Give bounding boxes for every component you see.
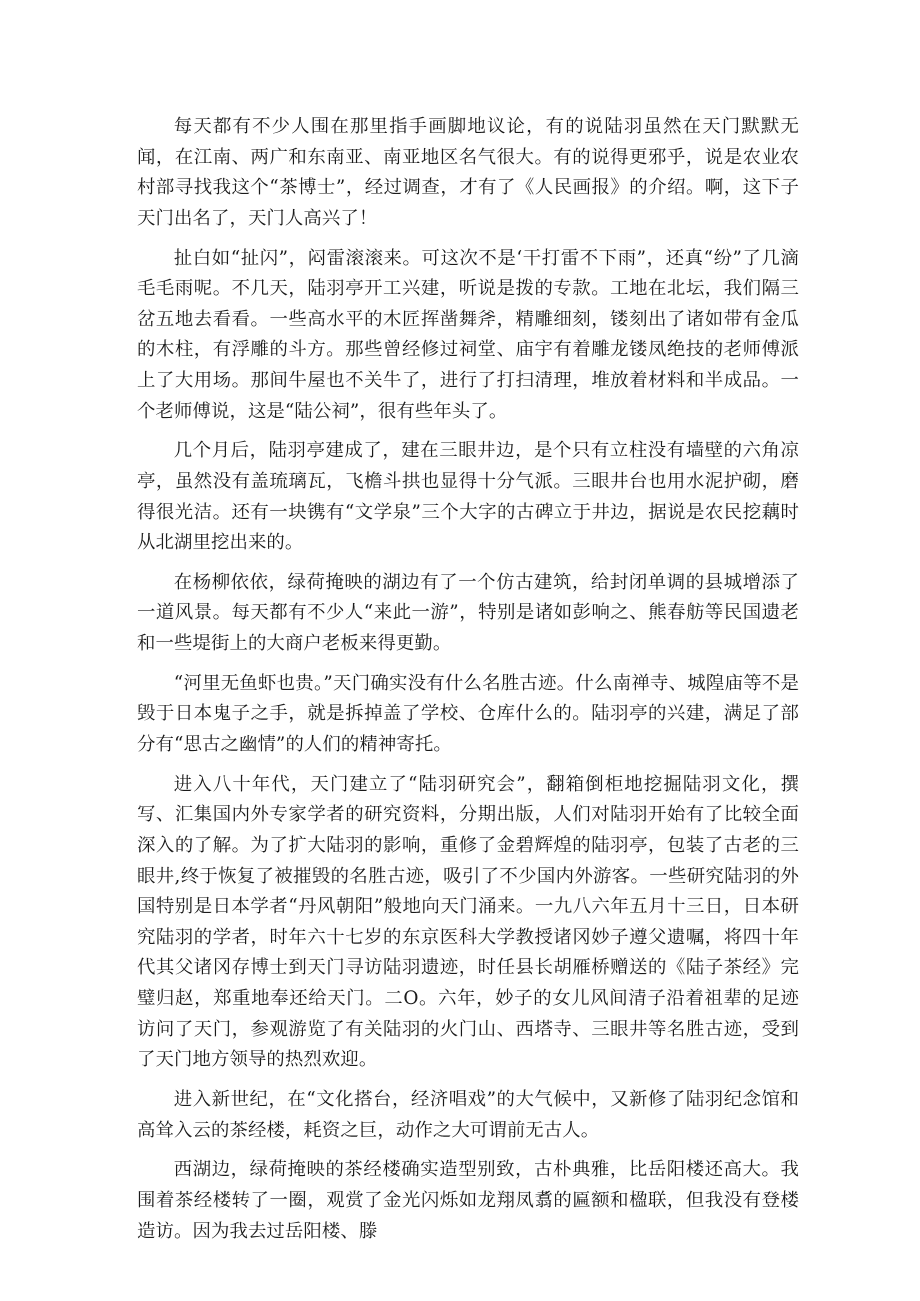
paragraph-4: 在杨柳依依，绿荷掩映的湖边有了一个仿古建筑，给封闭单调的县城增添了一道风景。每天都有不少人“来此一游”，特别是诸如彭响之、熊春舫等民国遗老和一些堤街上的大商户老板来得更勤。 [137,571,799,655]
paragraph-5: “河里无鱼虾也贵。”天门确实没有什么名胜古迹。什么南禅寺、城隍庙等不是毁于日本鬼子之手，就是拆掉盖了学校、仓库什么的。陆羽亭的兴建，满足了部分有“思古之幽情”的人们的精神寄托。 [137,672,799,756]
paragraph-8: 西湖边，绿荷掩映的茶经楼确实造型别致，古朴典雅，比岳阳楼还高大。我围着茶经楼转了一圈，观赏了金光闪烁如龙翔凤翥的匾额和楹联，但我没有登楼造访。因为我去过岳阳楼、滕 [137,1159,799,1242]
paragraph-7: 进入新世纪，在“文化搭台，经济唱戏”的大气候中，又新修了陆羽纪念馆和高耸入云的茶经楼，耗资之巨，动作之大可谓前无古人。 [137,1088,799,1141]
body-text [137,112,799,1256]
paragraph-1: 每天都有不少人围在那里指手画脚地议论，有的说陆羽虽然在天门默默无闻，在江南、两广和东南亚、南亚地区名气很大。有的说得更邪乎，说是农业农村部寻找我这个“茶博士”，经过调查，才有了《人民画报》的介绍。啊，这下子天门出名了，天门人高兴了！ [137,116,799,229]
paragraph-3: 几个月后，陆羽亭建成了，建在三眼井边，是个只有立柱没有墙壁的六角凉亭，虽然没有盖琉璃瓦，飞檐斗拱也显得十分气派。三眼井台也用水泥护砌，磨得很光洁。还有一块镌有“文学泉”三个大字的古碑立于井边，据说是农民挖藕时从北湖里挖出来的。 [137,440,799,554]
paragraph-6: 进入八十年代，天门建立了“陆羽研究会”，翻箱倒柜地挖掘陆羽文化，撰写、汇集国内外专家学者的研究资料，分期出版，人们对陆羽开始有了比较全面深入的了解。为了扩大陆羽的影响，重修了金碧辉煌的陆羽亭，包装了古老的三眼井,终于恢复了被摧毁的名胜古迹，吸引了不少国内外游客。一些研究陆羽的外国特别是日本学者“丹风朝阳”般地向天门涌来。一九八六年五月十三日，日本研究陆羽的学者，时年六十七岁的东京医科大学教授诸冈妙子遵父遗嘱，将四十年代其父诸冈存博士到天门寻访陆羽遗迹，时任县长胡雁桥赠送的《陆子茶经》完璧归赵，郑重地奉还给天门。二O。六年，妙子的女儿风间清子沿着祖辈的足迹访问了天门，参观游览了有关陆羽的火门山、西塔寺、三眼井等名胜古迹，受到了天门地方领导的热烈欢迎。 [137,773,799,1071]
paragraph-2: 扯白如“扯闪”，闷雷滚滚来。可这次不是‘干打雷不下雨”，还真“纷”了几滴毛毛雨呢。不几天，陆羽亭开工兴建，听说是拨的专款。工地在北坛，我们隔三岔五地去看看。一些高水平的木匠挥凿舞斧，精雕细刻，镂刻出了诸如带有金瓜的木柱，有浮雕的斗方。那些曾经修过祠堂、庙宇有着雕龙镂凤绝技的老师傅派上了大用场。那间牛屋也不关牛了，进行了打扫清理，堆放着材料和半成品。一个老师傅说，这是“陆公祠”，很有些年头了。 [137,247,799,422]
